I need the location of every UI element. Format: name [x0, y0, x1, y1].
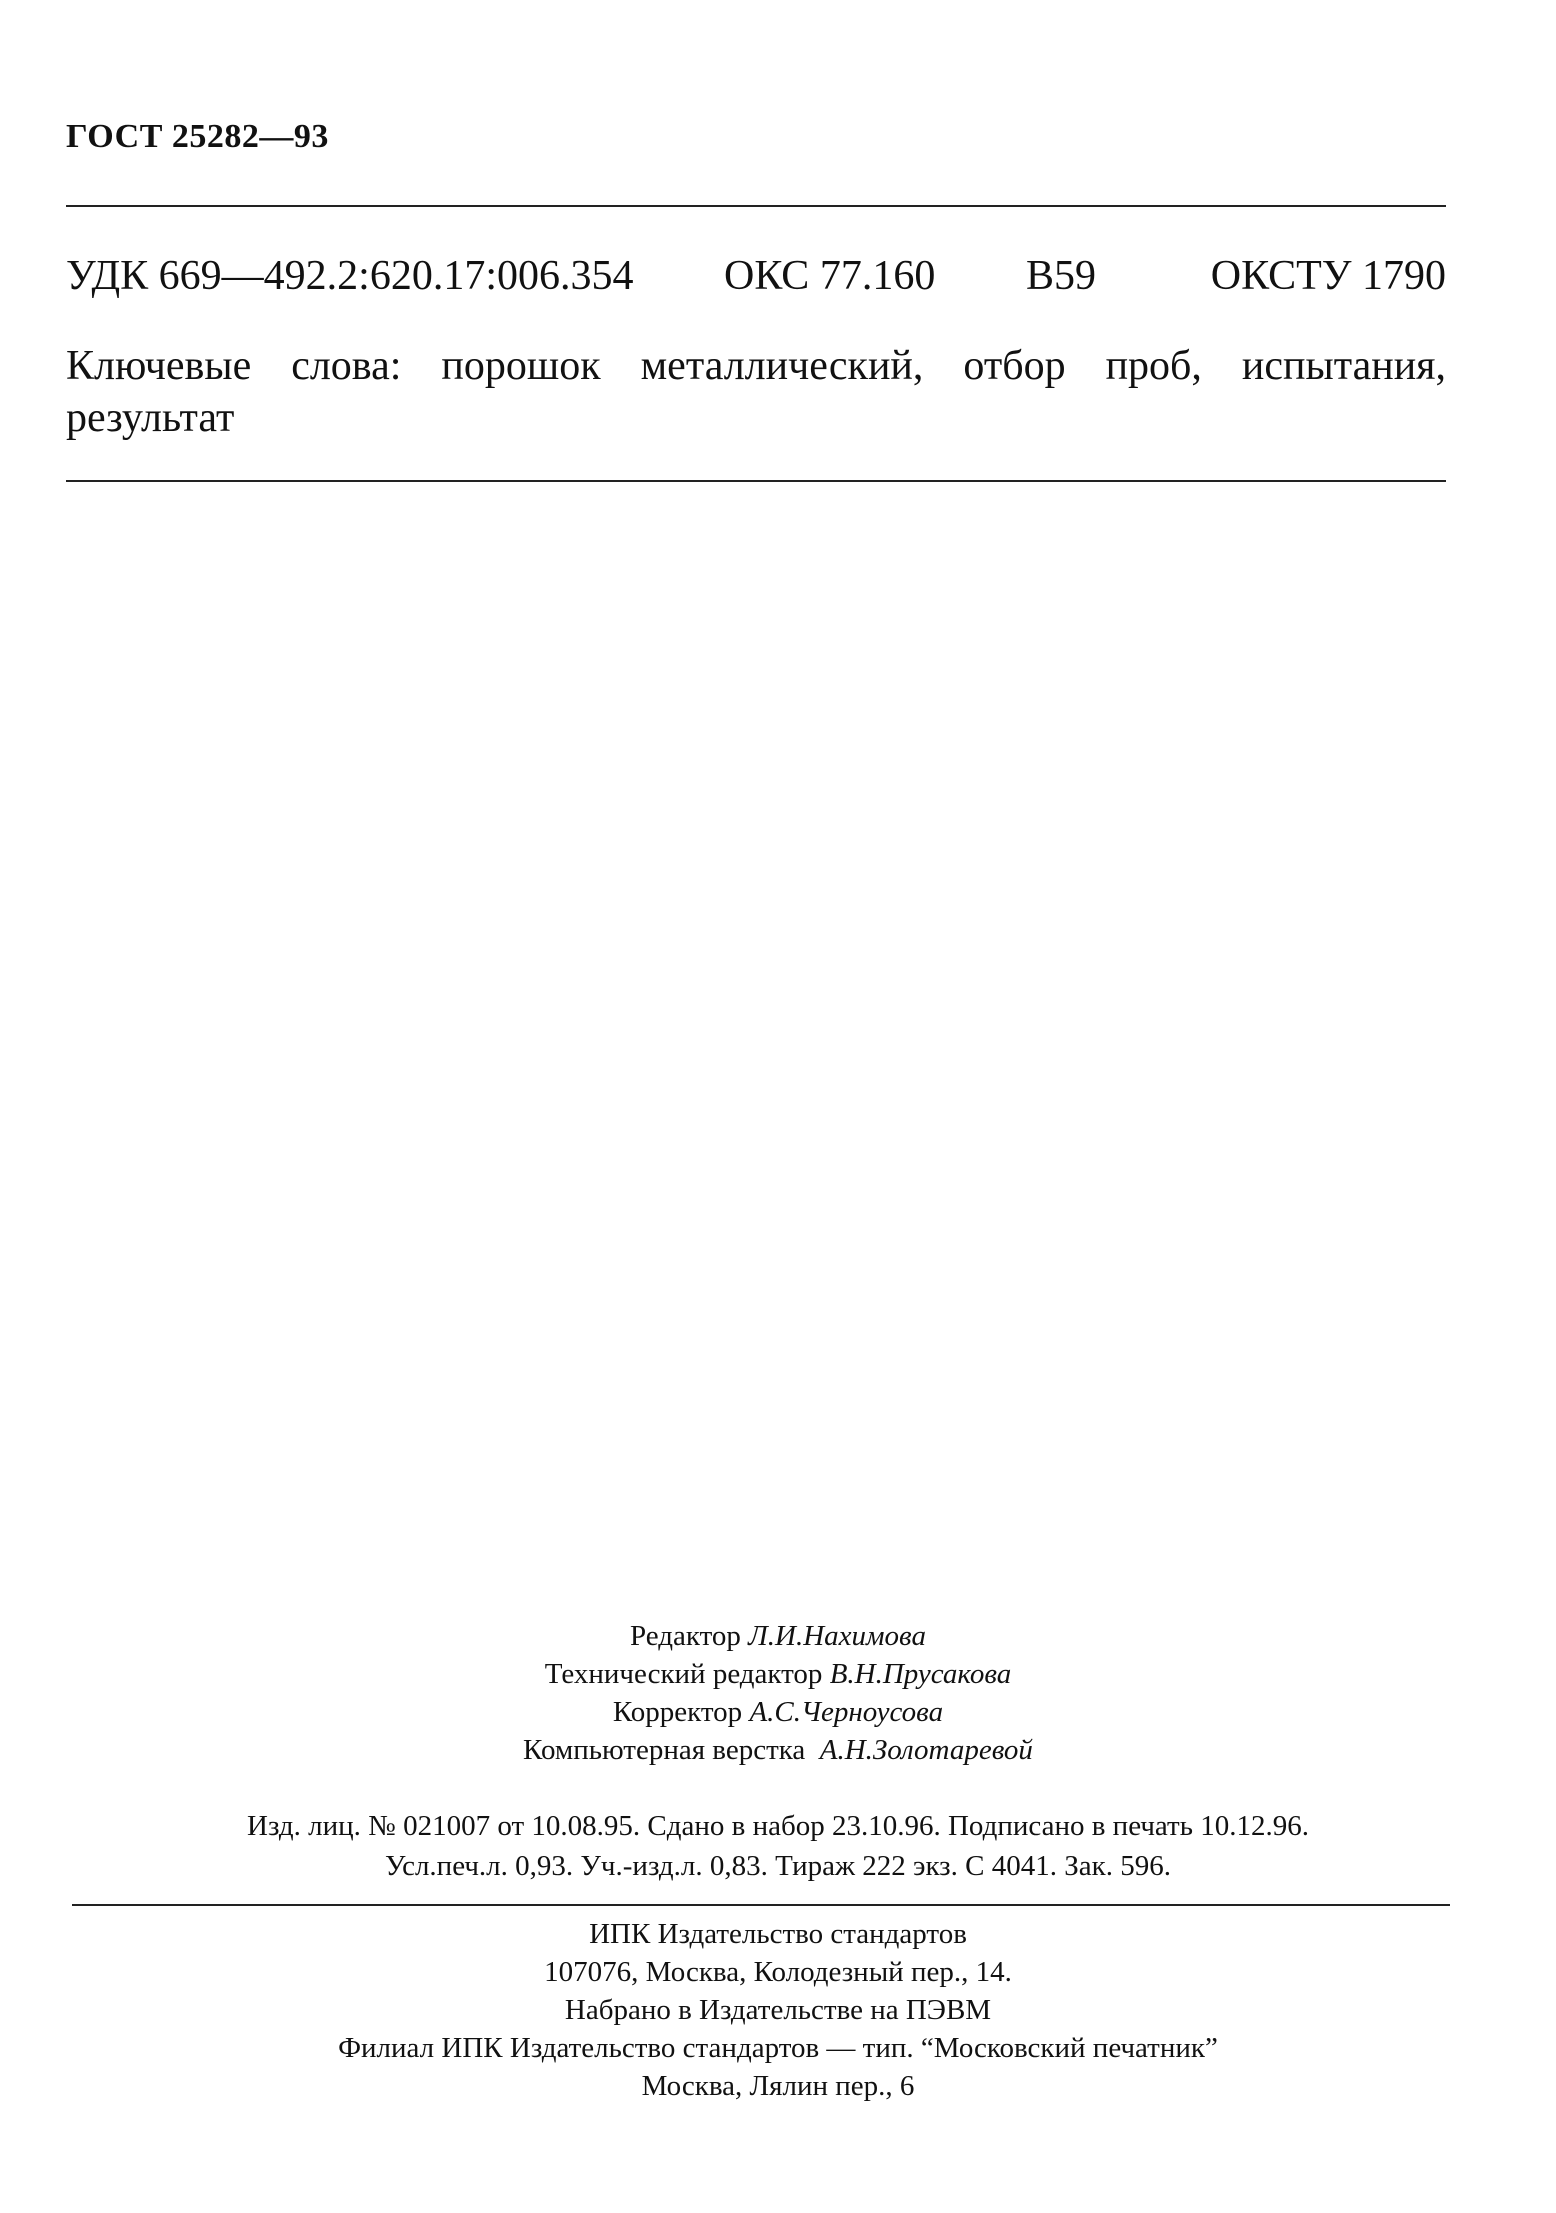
credit-line-layout — [0, 1731, 1556, 1769]
credits-block — [0, 1617, 1556, 1769]
udk-code: УДК 669—492.2:620.17:006.354 — [66, 253, 634, 299]
credit-name: А.Н.Золотаревой — [819, 1734, 1033, 1766]
typeset-note: Набрано в Издательстве на ПЭВМ — [564, 1994, 992, 2026]
credit-role: Корректор — [612, 1696, 743, 1728]
credit-name: Л.И.Нахимова — [748, 1620, 926, 1652]
credit-line-technical-editor — [0, 1655, 1556, 1693]
keywords-divider — [66, 480, 1446, 482]
okstu-code: ОКСТУ 1790 — [1210, 253, 1446, 299]
credit-role: Технический редактор — [544, 1658, 823, 1690]
keywords: Ключевые слова: порошок металлический, отбор проб, испытания, результат — [66, 343, 1446, 441]
group-code: B59 — [1026, 253, 1097, 299]
top-divider — [66, 205, 1446, 207]
printer-name: Филиал ИПК Издательство стандартов — тип. “Московский печатник” — [338, 2032, 1218, 2064]
imprint-line: Изд. лиц. № 021007 от 10.08.95. Сдано в набор 23.10.96. Подписано в печать 10.12.96. — [247, 1810, 1309, 1842]
credit-role: Компьютерная верстка — [523, 1734, 806, 1766]
publisher-block — [0, 1915, 1556, 2105]
credit-line-proofreader — [0, 1693, 1556, 1731]
credit-role: Редактор — [630, 1620, 741, 1652]
printer-address: Москва, Лялин пер., 6 — [641, 2070, 915, 2102]
credit-name: А.С.Черноусова — [749, 1696, 944, 1728]
oks-code: ОКС 77.160 — [724, 253, 936, 299]
credit-name: В.Н.Прусакова — [829, 1658, 1012, 1690]
credit-line-editor — [0, 1617, 1556, 1655]
imprint-line: Усл.печ.л. 0,93. Уч.-изд.л. 0,83. Тираж 222 экз. С 4041. Зак. 596. — [385, 1850, 1171, 1882]
imprint-block — [0, 1806, 1556, 1886]
imprint-divider — [72, 1904, 1450, 1906]
document-number: ГОСТ 25282—93 — [66, 118, 329, 155]
publisher-name: ИПК Издательство стандартов — [589, 1918, 967, 1950]
publisher-address: 107076, Москва, Колодезный пер., 14. — [544, 1956, 1012, 1988]
